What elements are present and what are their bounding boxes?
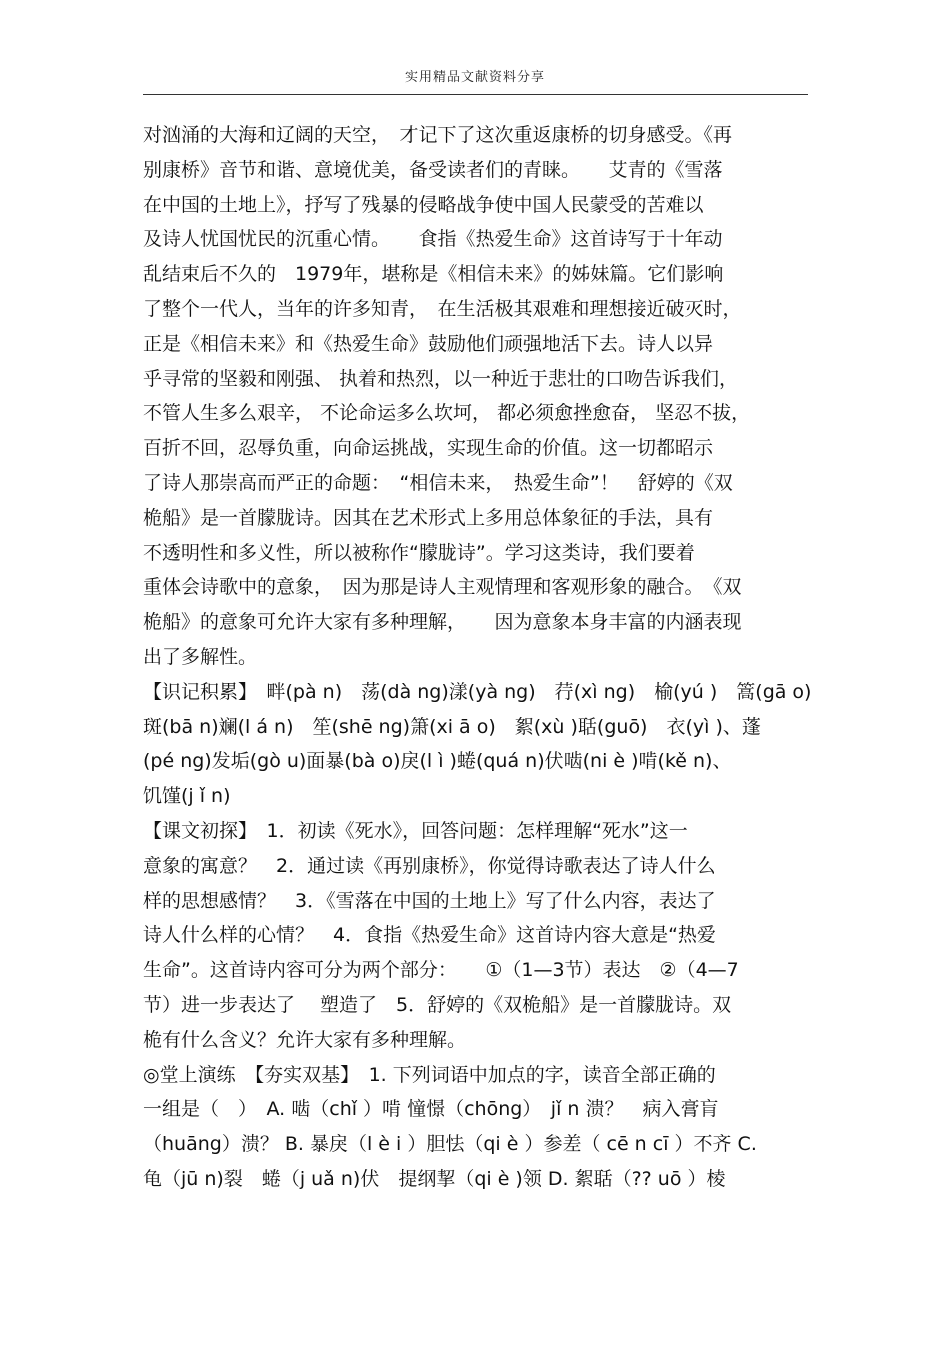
vocab-section-line: (pé ng)发垢(gò u)面暴(bà o)戾(l ì )蜷(quá n)伏啮(ni è )啃(kě n)、 <box>143 750 732 773</box>
text-exploration-line: 诗人什么样的心情？ 4．食指《热爱生命》这首诗内容大意是“热爱 <box>143 924 716 947</box>
text-line: 百折不回，忍辱负重，向命运挑战，实现生命的价值。这一切都昭示 <box>143 437 714 460</box>
text-line: 正是《相信未来》和《热爱生命》鼓励他们顽强地活下去。诗人以异 <box>143 332 714 355</box>
text-line: 桅船》的意象可允许大家有多种理解， 因为意象本身丰富的内涵表现 <box>143 611 742 634</box>
text-exploration-line: 桅有什么含义？允许大家有多种理解。 <box>143 1028 467 1051</box>
text-line: 别康桥》音节和谐、意境优美，备受读者们的青睐。 艾青的《雪落 <box>143 158 723 181</box>
text-exploration-line: 意象的寓意？ 2．通过读《再别康桥》，你觉得诗歌表达了诗人什么 <box>143 854 716 877</box>
text-line: 乱结束后不久的 1979年，堪称是《相信未来》的姊妹篇。它们影响 <box>143 263 724 286</box>
text-exploration-line: 生命”。这首诗内容可分为两个部分： ①（1—3节）表达 ②（4—7 <box>143 959 739 982</box>
text-exploration-line: 【课文初探】 1．初读《死水》，回答问题：怎样理解“死水”这一 <box>143 819 688 842</box>
text-exploration-line: 样的思想感情？ 3．《雪落在中国的土地上》写了什么内容，表达了 <box>143 889 716 912</box>
exercise-line: （huāng）溃？ B. 暴戾（l è i ）胆怯（qi è ）参差（ cē n cī ）不齐 C. <box>143 1133 757 1156</box>
text-line: 了诗人那崇高而严正的命题： “相信未来， 热爱生命”！ 舒婷的《双 <box>143 471 733 494</box>
text-line: 不透明性和多义性，所以被称作“朦胧诗”。学习这类诗，我们要着 <box>143 541 695 564</box>
text-line: 出了多解性。 <box>143 645 258 668</box>
exercise-line: 龟（jū n)裂 蜷（j uǎ n)伏 提纲挈（qi è )领 D. 絮聒（?? uō ）棱 <box>143 1167 726 1190</box>
text-line: 不管人生多么艰辛， 不论命运多么坎坷， 都必须愈挫愈奋， 坚忍不拔， <box>143 402 751 425</box>
page-header: 实用精品文献资料分享 <box>404 70 545 85</box>
text-line: 桅船》是一首朦胧诗。因其在艺术形式上多用总体象征的手法，具有 <box>143 506 714 529</box>
text-line: 重体会诗歌中的意象， 因为那是诗人主观情理和客观形象的融合。 《双 <box>143 576 742 599</box>
header-rule <box>143 94 808 95</box>
text-line: 了整个一代人，当年的许多知青， 在生活极其艰难和理想接近破灭时， <box>143 297 742 320</box>
vocab-section-line: 【识记积累】 畔(pà n) 荡(dà ng)漾(yà ng) 荇(xì ng) 榆(yú ) 篙(gā o) <box>143 680 812 703</box>
exercise-line: 一组是（ ） A. 啮（chǐ ）啃 憧憬（chōng） jǐ n 溃？ 病入膏肓 <box>143 1098 719 1121</box>
text-line: 在中国的土地上》，抒写了残暴的侵略战争使中国人民蒙受的苦难以 <box>143 193 704 216</box>
vocab-section-line: 饥馑(j ǐ n) <box>143 785 231 808</box>
document-body <box>143 118 843 1197</box>
vocab-section-line: 斑(bā n)斓(l á n) 笙(shē ng)箫(xi ā o) 絮(xù )聒(guō) 衣(yì )、蓬 <box>143 715 761 738</box>
text-exploration-line: 节）进一步表达了 塑造了 5．舒婷的《双桅船》是一首朦胧诗。双 <box>143 993 732 1016</box>
text-line: 乎寻常的坚毅和刚强、 执着和热烈，以一种近于悲壮的口吻告诉我们， <box>143 367 739 390</box>
exercise-line: ◎堂上演练 【夯实双基】 1. 下列词语中加点的字，读音全部正确的 <box>143 1063 716 1086</box>
text-line: 对汹涌的大海和辽阔的天空， 才记下了这次重返康桥的切身感受。《再 <box>143 124 733 146</box>
text-line: 及诗人忧国忧民的沉重心情。 食指《热爱生命》这首诗写于十年动 <box>143 228 723 251</box>
